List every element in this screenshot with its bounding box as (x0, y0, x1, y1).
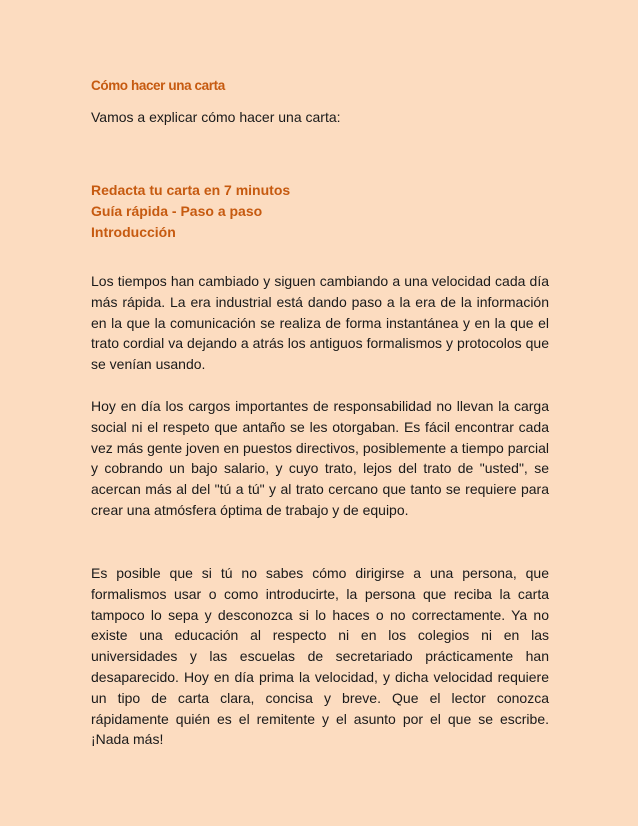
heading-guia-rapida: Guía rápida - Paso a paso (91, 203, 263, 219)
paragraph: Los tiempos han cambiado y siguen cambiando a una velocidad cada día más rápida. La era industrial está dando paso a la era de la información en la que la comunicación se realiza de forma instantánea y en la que el trato cordial va dejando a atrás los antiguos formalismos y protocolos que se venían usando. (91, 273, 549, 373)
document-title: Cómo hacer una carta (91, 78, 225, 93)
paragraph: Hoy en día los cargos importantes de responsabilidad no llevan la carga social ni el respeto que antaño se les otorgaban. Es fácil encontrar cada vez más gente joven en puestos directivos, posiblemente a tiempo parcial y cobrando un bajo salario, y cuyo trato, lejos del trato de "usted", se acercan más al del "tú a tú" y al trato cercano que tanto se requiere para crear una atmósfera óptima de trabajo y de equipo. (91, 398, 549, 518)
intro-line: Vamos a explicar cómo hacer una carta: (91, 109, 341, 125)
heading-redacta: Redacta tu carta en 7 minutos (91, 182, 291, 198)
heading-introduccion: Introducción (91, 224, 176, 240)
paragraph: Es posible que si tú no sabes cómo dirigirse a una persona, que formalismos usar o como introducirte, la persona que reciba la carta tampoco lo sepa y desconozca si lo haces o no correctamente. Ya no existe una educación al respecto ni en los colegios ni en las universidades y las escuelas de secretariado prácticamente han desaparecido. Hoy en día prima la velocidad, y dicha velocidad requiere un tipo de carta clara, concisa y breve. Que el lector conozca rápidamente quién es el remitente y el asunto por el que se escribe. ¡Nada más! (91, 565, 549, 748)
